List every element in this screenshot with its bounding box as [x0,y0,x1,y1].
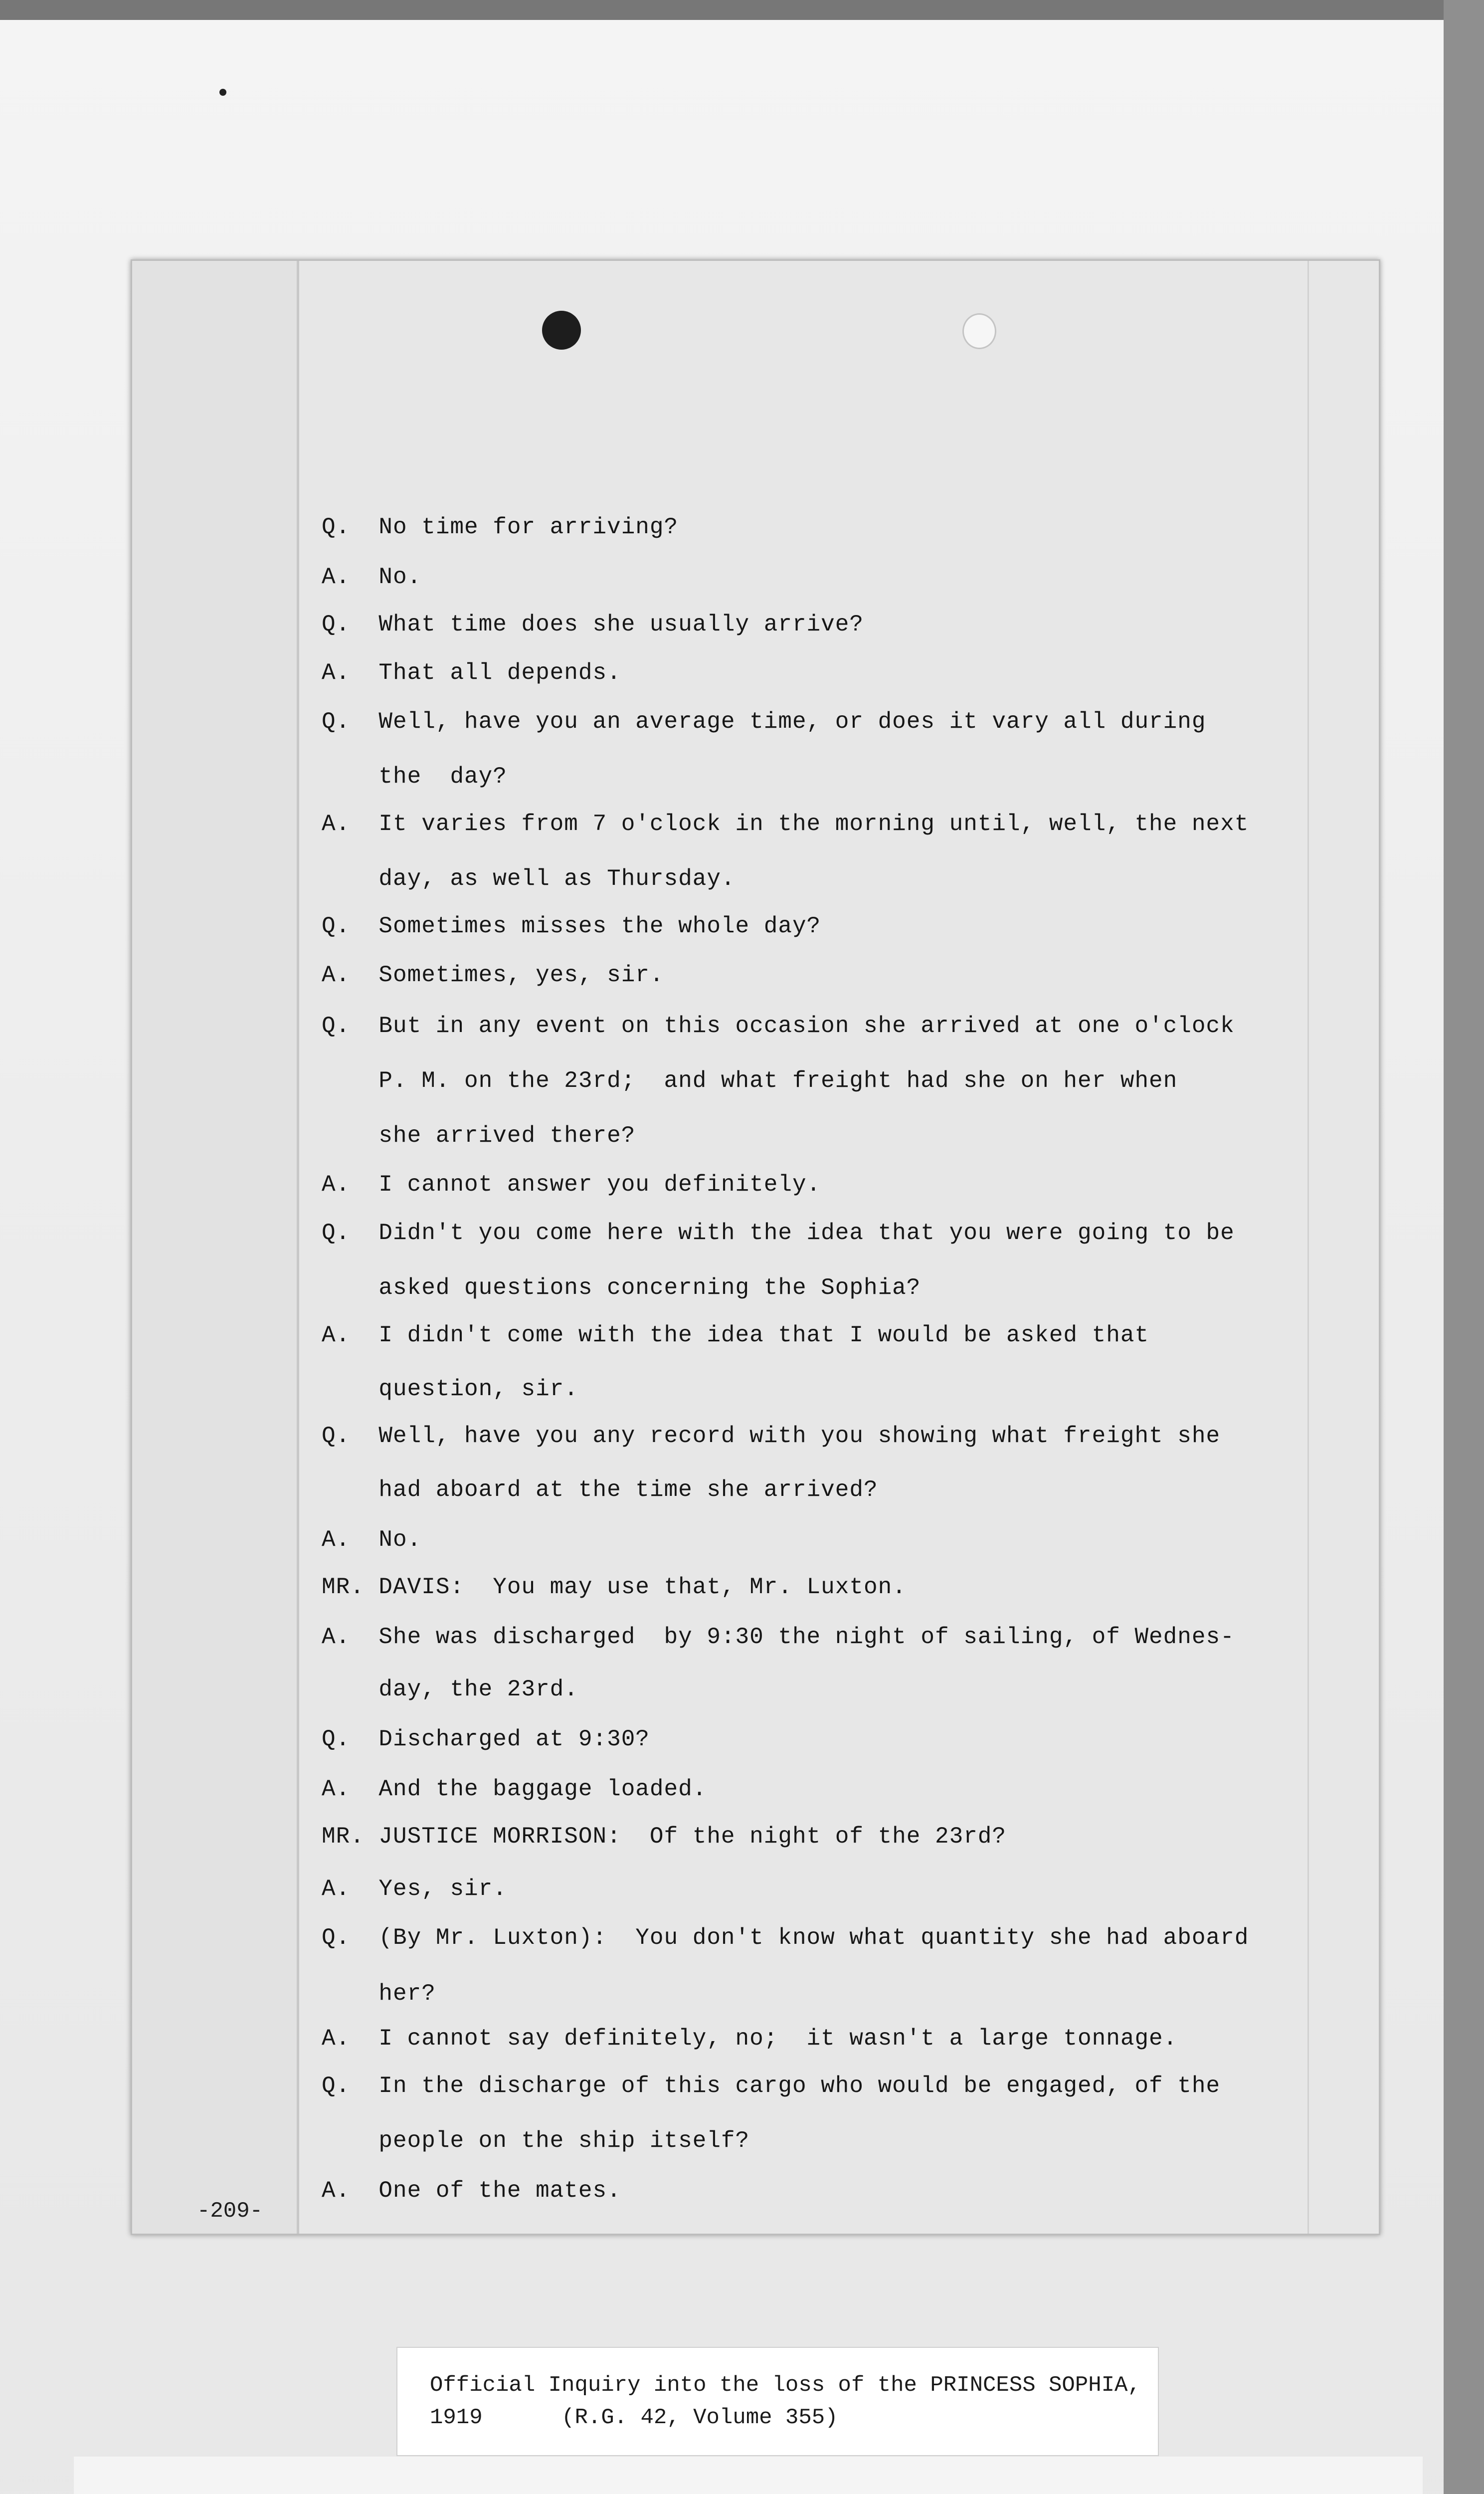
left-margin-strip [132,261,297,2234]
right-margin-rule [1307,261,1309,2234]
film-edge-top [0,0,1484,20]
transcript-line: Q. But in any event on this occasion she arrived at one o'clock [322,1013,1235,1039]
transcript-line: A. One of the mates. [322,2178,621,2204]
film-edge-right [1444,0,1484,2494]
dust-speck [219,89,226,96]
page-number: -209- [197,2199,263,2224]
punch-hole-icon [542,311,581,350]
transcript-line: P. M. on the 23rd; and what freight had she on her when [322,1068,1178,1094]
transcript-line: A. Sometimes, yes, sir. [322,962,664,988]
transcript-line: Q. What time does she usually arrive? [322,612,864,637]
transcript-line: A. No. [322,1527,422,1553]
caption-reference: 1919 (R.G. 42, Volume 355) [430,2405,838,2430]
transcript-line: A. I cannot say definitely, no; it wasn't a large tonnage. [322,2026,1178,2052]
transcript-line: she arrived there? [322,1123,636,1149]
transcript-line: A. Yes, sir. [322,1876,507,1902]
transcript-line: A. No. [322,564,422,590]
transcript-page [131,259,1380,2235]
punch-hole-icon [962,313,996,349]
transcript-line: day, as well as Thursday. [322,866,736,892]
transcript-line: day, the 23rd. [322,1676,578,1702]
transcript-line: Q. (By Mr. Luxton): You don't know what quantity she had aboard [322,1925,1249,1951]
transcript-line: A. I didn't come with the idea that I would be asked that [322,1322,1149,1348]
transcript-line: A. And the baggage loaded. [322,1776,707,1802]
transcript-line: A. I cannot answer you definitely. [322,1172,821,1198]
transcript-line: Q. Sometimes misses the whole day? [322,913,821,939]
transcript-line: people on the ship itself? [322,2128,750,2154]
transcript-line: Q. In the discharge of this cargo who would be engaged, of the [322,2073,1221,2099]
transcript-line: A. She was discharged by 9:30 the night of sailing, of Wednes- [322,1624,1235,1650]
transcript-line: MR. JUSTICE MORRISON: Of the night of the 23rd? [322,1824,1007,1850]
transcript-line: Q. Well, have you any record with you showing what freight she [322,1423,1221,1449]
transcript-line: A. That all depends. [322,660,621,686]
transcript-line: question, sir. [322,1376,578,1402]
transcript-line: asked questions concerning the Sophia? [322,1275,921,1301]
caption-title: Official Inquiry into the loss of the PRINCESS SOPHIA, [430,2373,1141,2398]
transcript-line: Q. Well, have you an average time, or does it vary all during [322,709,1206,735]
archive-caption-label [396,2347,1159,2456]
transcript-line: Q. Didn't you come here with the idea that you were going to be [322,1220,1235,1246]
transcript-line: her? [322,1981,436,2007]
transcript-line: the day? [322,764,507,790]
transcript-line: MR. DAVIS: You may use that, Mr. Luxton. [322,1574,907,1600]
transcript-line: Q. Discharged at 9:30? [322,1726,650,1752]
transcript-line: Q. No time for arriving? [322,514,679,540]
margin-rule [297,261,299,2234]
transcript-line: A. It varies from 7 o'clock in the morning until, well, the next [322,811,1249,837]
transcript-line: had aboard at the time she arrived? [322,1477,878,1503]
archives-stamp-card [74,2457,1423,2494]
